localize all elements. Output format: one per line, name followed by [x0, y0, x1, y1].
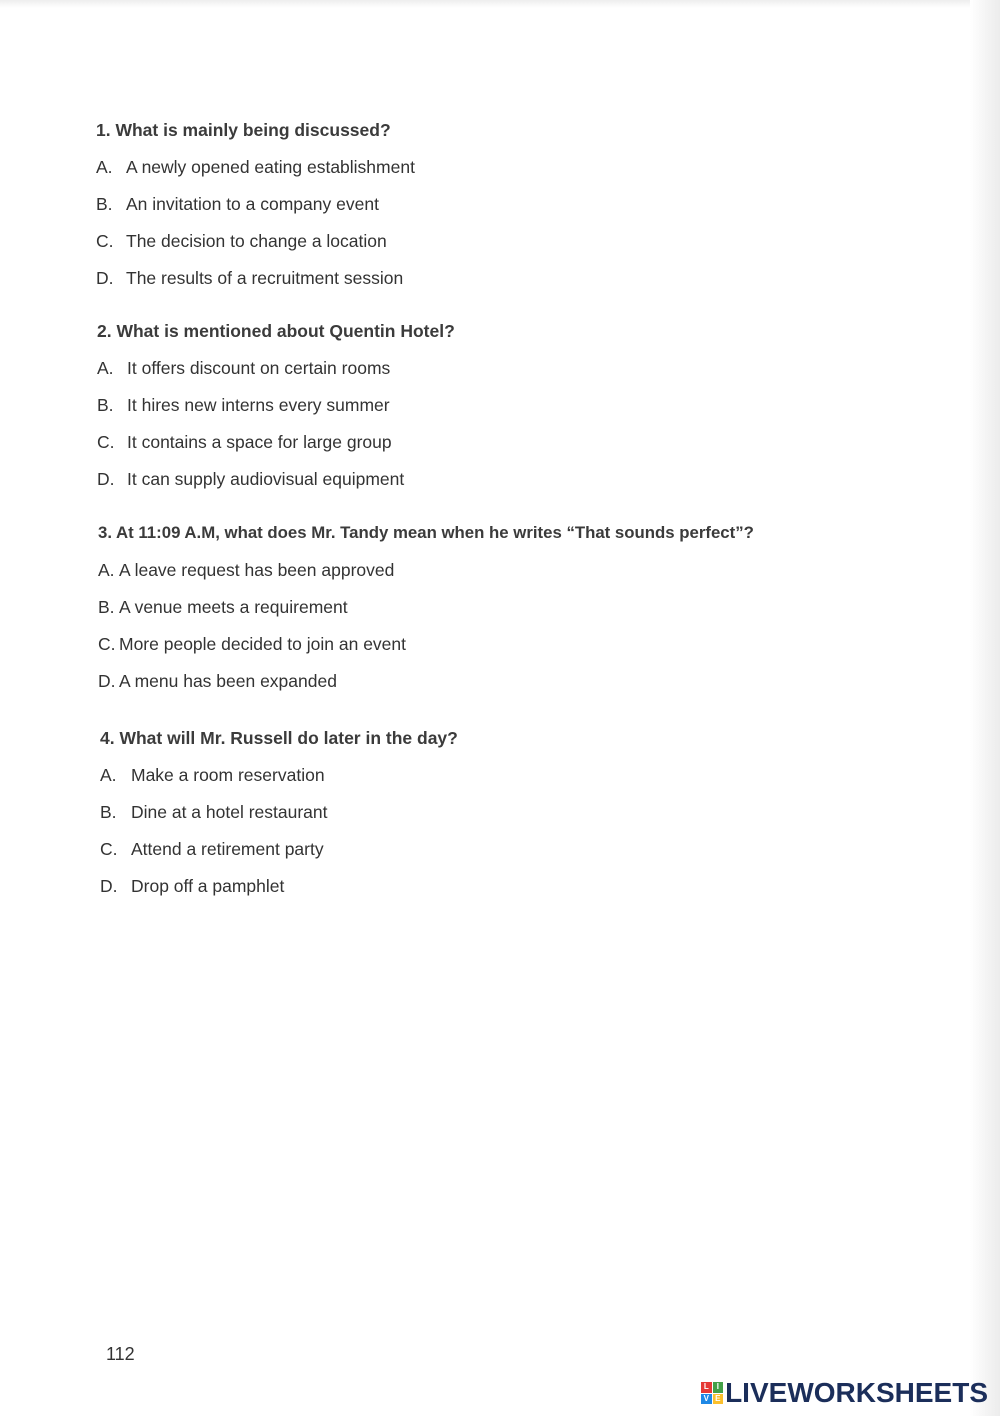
- option-text: An invitation to a company event: [126, 194, 379, 214]
- option-c[interactable]: [100, 837, 1000, 874]
- option-letter: C.: [96, 231, 114, 251]
- logo-cell: I: [713, 1382, 724, 1393]
- option-d[interactable]: [98, 669, 998, 706]
- option-b[interactable]: [98, 595, 998, 632]
- option-c[interactable]: [97, 430, 997, 467]
- option-letter: C.: [100, 839, 118, 859]
- page-number: 112: [106, 1344, 135, 1364]
- option-letter: B.: [97, 395, 114, 415]
- option-c[interactable]: [98, 632, 998, 669]
- option-letter: A.: [98, 560, 115, 580]
- option-b[interactable]: [97, 393, 997, 430]
- logo-cell: L: [701, 1382, 712, 1393]
- option-letter: D.: [98, 671, 116, 691]
- option-text: The decision to change a location: [126, 231, 387, 251]
- question-1: [96, 118, 996, 303]
- logo-cell: E: [713, 1394, 724, 1405]
- option-text: The results of a recruitment session: [126, 268, 404, 288]
- option-text: Dine at a hotel restaurant: [131, 802, 328, 822]
- option-text: Attend a retirement party: [131, 839, 324, 859]
- option-a[interactable]: [100, 763, 1000, 800]
- option-c[interactable]: [96, 229, 996, 266]
- question-3: [98, 521, 998, 706]
- watermark-text: LIVEWORKSHEETS: [725, 1377, 988, 1408]
- option-text: More people decided to join an event: [119, 634, 407, 654]
- option-letter: D.: [97, 469, 115, 489]
- option-letter: C.: [97, 432, 115, 452]
- option-text: A leave request has been approved: [119, 560, 395, 580]
- option-letter: B.: [96, 194, 113, 214]
- option-b[interactable]: [100, 800, 1000, 837]
- option-d[interactable]: [96, 266, 996, 303]
- option-text: It offers discount on certain rooms: [127, 358, 391, 378]
- question-title: 2. What is mentioned about Quentin Hotel?: [97, 321, 455, 341]
- option-text: A venue meets a requirement: [119, 597, 348, 617]
- option-text: Drop off a pamphlet: [131, 876, 285, 896]
- scan-shadow-top: [0, 0, 1000, 8]
- option-a[interactable]: [98, 558, 998, 595]
- option-d[interactable]: [97, 467, 997, 504]
- option-a[interactable]: [97, 356, 997, 393]
- option-b[interactable]: [96, 192, 996, 229]
- option-text: Make a room reservation: [131, 765, 325, 785]
- option-letter: A.: [100, 765, 117, 785]
- logo-cell: V: [701, 1394, 712, 1405]
- liveworksheets-logo-icon: [701, 1382, 723, 1404]
- option-text: It can supply audiovisual equipment: [127, 469, 405, 489]
- question-title: 4. What will Mr. Russell do later in the day?: [100, 728, 458, 748]
- option-d[interactable]: [100, 874, 1000, 911]
- question-title: 3. At 11:09 A.M, what does Mr. Tandy mean when he writes “That sounds perfect”?: [98, 523, 754, 542]
- option-text: It hires new interns every summer: [127, 395, 390, 415]
- option-letter: C.: [98, 634, 116, 654]
- option-letter: A.: [97, 358, 114, 378]
- option-letter: B.: [98, 597, 115, 617]
- option-letter: D.: [96, 268, 114, 288]
- option-letter: D.: [100, 876, 118, 896]
- option-a[interactable]: [96, 155, 996, 192]
- option-letter: A.: [96, 157, 113, 177]
- option-text: A newly opened eating establishment: [126, 157, 415, 177]
- option-text: It contains a space for large group: [127, 432, 392, 452]
- question-2: [97, 319, 997, 504]
- question-4: [100, 726, 1000, 911]
- liveworksheets-watermark[interactable]: [701, 1375, 988, 1411]
- question-title: 1. What is mainly being discussed?: [96, 120, 391, 140]
- option-letter: B.: [100, 802, 117, 822]
- option-text: A menu has been expanded: [119, 671, 337, 691]
